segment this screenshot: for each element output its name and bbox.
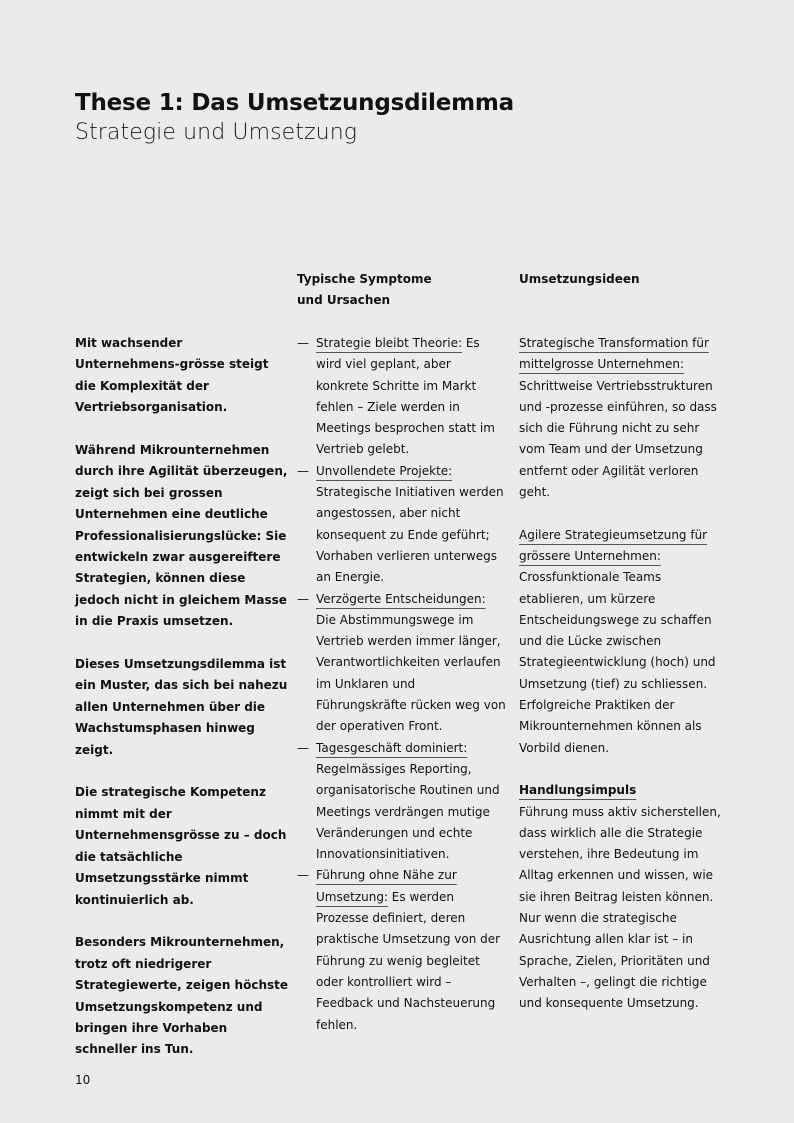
- symptoms-heading-line1: Typische Symptome: [297, 272, 432, 286]
- symptom-text: Es wird viel geplant, aber konkrete Schritte im Markt fehlen – Ziele werden in Meetings besprochen statt im Vertrieb gelebt.: [316, 336, 495, 457]
- symptom-term: Verzögerte Entscheidungen:: [316, 591, 486, 606]
- dash-bullet: —: [297, 336, 309, 350]
- dash-bullet: —: [297, 591, 309, 606]
- symptoms-list: [297, 333, 507, 1036]
- symptom-term: Unvollendete Projekte:: [316, 463, 453, 478]
- symptoms-heading: [297, 269, 477, 311]
- symptom-item: [297, 589, 507, 738]
- page-number: 10: [75, 1073, 91, 1087]
- symptom-item: [297, 461, 507, 589]
- symptom-term: Führung ohne Nähe zur Umsetzung:: [316, 868, 457, 904]
- page-subtitle: Strategie und Umsetzung: [75, 120, 358, 145]
- dash-bullet: —: [297, 868, 309, 883]
- dash-bullet: —: [297, 463, 309, 478]
- impulse-heading: Handlungsimpuls: [519, 783, 637, 798]
- idea-term: Strategische Transformation für mittelgrosse Unternehmen:: [519, 336, 709, 372]
- intro-paragraph: Dieses Umsetzungsdilemma ist ein Muster, das sich bei nahezu allen Unternehmen über die Wachstumsphasen hinweg zeigt.: [75, 657, 288, 757]
- symptom-item: [297, 865, 507, 1035]
- symptom-term: Strategie bleibt Theorie:: [316, 336, 463, 350]
- symptoms-heading-line2: und Ursachen: [297, 293, 391, 307]
- idea-text: Crossfunktionale Teams etablieren, um kürzere Entscheidungswege zu schaffen und die Lücke zwischen Strategieentwicklung (hoch) und Umsetzung (tief) zu schliessen. Erfolgreiche Praktiken der Mikrounternehmen können als Vorbild dienen.: [519, 570, 716, 755]
- intro-paragraph: Mit wachsender Unternehmens-grösse steigt die Komplexität der Vertriebsorganisation.: [75, 336, 269, 415]
- impulse-text: Führung muss aktiv sicherstellen, dass wirklich alle die Strategie verstehen, ihre Bedeutung im Alltag erkennen und wissen, wie sie ihren Beitrag leisten können. Nur wenn die strategische Ausrichtung allen klar ist – in Sprache, Zielen, Prioritäten und Verhalten –, gelingt die richtige und konsequente Umsetzung.: [519, 804, 721, 1011]
- intro-column: [75, 333, 290, 1082]
- idea-text: Schrittweise Vertriebsstrukturen und -prozesse einführen, so dass sich die Führung nicht zu sehr vom Team und der Umsetzung entfernt oder Agilität verloren geht.: [519, 378, 717, 500]
- symptom-item: [297, 333, 507, 461]
- symptom-term: Tagesgeschäft dominiert:: [316, 740, 468, 755]
- symptom-text: Regelmässiges Reporting, organisatorische Routinen und Meetings verdrängen mutige Veränderungen und echte Innovationsinitiativen.: [316, 761, 500, 862]
- symptom-text: Die Abstimmungswege im Vertrieb werden immer länger, Verantwortlichkeiten verlaufen im Unklaren und Führungskräfte rücken weg von der operativen Front.: [316, 612, 506, 734]
- dash-bullet: —: [297, 740, 309, 755]
- page-title: These 1: Das Umsetzungsdilemma: [75, 90, 514, 116]
- intro-paragraph: Besonders Mikrounternehmen, trotz oft niedrigerer Strategiewerte, zeigen höchste Umsetzungskompetenz und bringen ihre Vorhaben schneller ins Tun.: [75, 935, 289, 1057]
- intro-paragraph: Während Mikrounternehmen durch ihre Agilität überzeugen, zeigt sich bei grossen Unternehmen eine deutliche Professionalisierungslücke: Sie entwickeln zwar ausgereiftere Strategien, können diese jedoch nicht in gleichem Masse in die Praxis umsetzen.: [75, 443, 288, 629]
- symptom-text: Strategische Initiativen werden angestossen, aber nicht konsequent zu Ende geführt; Vorhaben verlieren unterwegs an Energie.: [316, 485, 504, 585]
- ideas-heading: Umsetzungsideen: [519, 272, 640, 286]
- ideas-column: [519, 333, 724, 1036]
- symptom-item: [297, 738, 507, 866]
- symptom-text: Es werden Prozesse definiert, deren praktische Umsetzung von der Führung zu wenig begleitet oder kontrolliert wird – Feedback und Nachsteuerung fehlen.: [316, 889, 501, 1032]
- idea-term: Agilere Strategieumsetzung für grössere Unternehmen:: [519, 527, 708, 563]
- impulse-block: [519, 780, 724, 1014]
- idea-item: [519, 333, 724, 503]
- intro-paragraph: Die strategische Kompetenz nimmt mit der Unternehmensgrösse zu – doch die tatsächliche Umsetzungsstärke nimmt kontinuierlich ab.: [75, 785, 287, 907]
- idea-item: [519, 525, 724, 759]
